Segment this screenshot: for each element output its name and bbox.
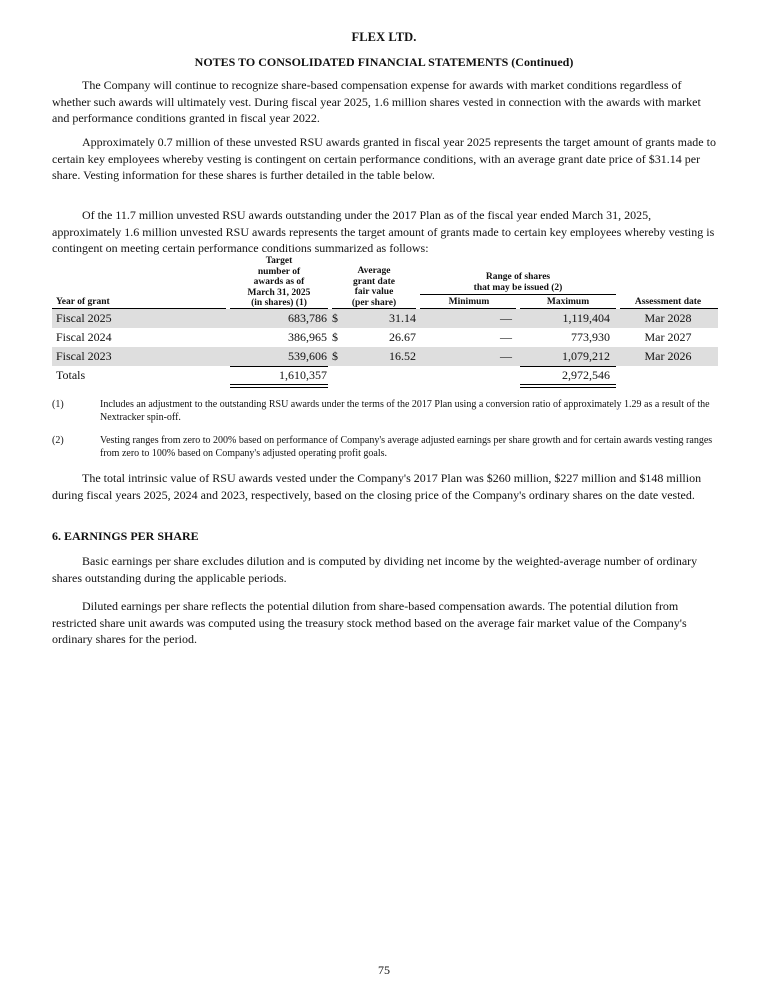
currency-cell: $ bbox=[332, 330, 338, 344]
paragraph-2017-plan-unvested: Of the 11.7 million unvested RSU awards outstanding under the 2017 Plan as of the fiscal year ended March 31, 2025, approximately 1.6 million unvested RSU awards represents the target amount of grants made to certain key employees whereby vesting is contingent on meeting certain performance conditions summarized as follows: bbox=[52, 208, 715, 255]
header-average-grant: Average grant date fair value (per share) bbox=[351, 266, 397, 308]
total-double-line bbox=[520, 387, 616, 388]
minimum-cell: — bbox=[500, 349, 512, 363]
target-cell: 539,606 bbox=[288, 349, 327, 363]
assessment-cell: Mar 2027 bbox=[644, 330, 692, 344]
header-year-of-grant: Year of grant bbox=[56, 297, 110, 307]
target-cell: 683,786 bbox=[288, 311, 327, 325]
total-double-line bbox=[230, 384, 328, 385]
table-row bbox=[52, 309, 718, 328]
table-totals-row bbox=[52, 366, 718, 385]
table-row bbox=[52, 328, 718, 347]
maximum-cell: 1,119,404 bbox=[562, 311, 610, 325]
year-cell: Fiscal 2024 bbox=[56, 330, 112, 344]
range-underline bbox=[420, 294, 616, 295]
average-cell: 26.67 bbox=[389, 330, 416, 344]
paragraph-basic-eps: Basic earnings per share excludes dilution and is computed by dividing net income by the weighted-average number of ordinary shares outstanding during the applicable periods. bbox=[52, 554, 698, 585]
currency-cell: $ bbox=[332, 311, 338, 325]
minimum-cell: — bbox=[500, 311, 512, 325]
header-maximum: Maximum bbox=[546, 297, 590, 307]
footnote-number: (2) bbox=[52, 435, 64, 446]
paragraph-diluted-eps: Diluted earnings per share reflects the potential dilution from share-based compensation awards. The potential dilution from restricted share unit awards was computed using the treasury stock method based on the average fair market value of the Company's ordinary shares for the period. bbox=[52, 599, 687, 646]
section-heading-earnings-per-share: 6. EARNINGS PER SHARE bbox=[52, 529, 199, 543]
performance-awards-table bbox=[52, 253, 718, 388]
notes-title: NOTES TO CONSOLIDATED FINANCIAL STATEMENTS (Continued) bbox=[194, 55, 574, 69]
header-assessment-date: Assessment date bbox=[634, 297, 702, 307]
maximum-cell: 1,079,212 bbox=[562, 349, 610, 363]
totals-target: 1,610,357 bbox=[279, 368, 327, 382]
minimum-cell: — bbox=[500, 330, 512, 344]
paragraph-market-conditions: The Company will continue to recognize share-based compensation expense for awards with market conditions regardless of whether such awards will ultimately vest. During fiscal year 2025, 1.6 million shares vested in connection with the awards with market and performance conditions granted in fiscal year 2022. bbox=[52, 78, 701, 125]
header-range-of-shares: Range of shares that may be issued (2) bbox=[473, 272, 563, 293]
footnote-text: Vesting ranges from zero to 200% based on performance of Company's average adjusted earnings per share growth and for certain awards vesting ranges from zero to 100% based on Company's adjusted operating profit goals. bbox=[100, 435, 713, 459]
page-number: 75 bbox=[378, 963, 390, 977]
totals-label: Totals bbox=[56, 368, 86, 382]
average-cell: 16.52 bbox=[389, 349, 416, 363]
footnote-number: (1) bbox=[52, 399, 64, 410]
target-cell: 386,965 bbox=[288, 330, 327, 344]
header-minimum: Minimum bbox=[448, 297, 490, 307]
total-double-line bbox=[520, 384, 616, 385]
company-name: FLEX LTD. bbox=[351, 30, 417, 44]
maximum-cell: 773,930 bbox=[571, 330, 610, 344]
total-double-line bbox=[230, 387, 328, 388]
totals-maximum: 2,972,546 bbox=[562, 368, 610, 382]
average-cell: 31.14 bbox=[389, 311, 416, 325]
assessment-cell: Mar 2028 bbox=[644, 311, 692, 325]
table-row bbox=[52, 347, 718, 366]
footnote-text: Includes an adjustment to the outstanding RSU awards under the terms of the 2017 Plan using a conversion ratio of approximately 1.29 as a result of the Nextracker spin-off. bbox=[100, 399, 710, 423]
paragraph-unvested-rsu-fy2025: Approximately 0.7 million of these unvested RSU awards granted in fiscal year 2025 represents the target amount of grants made to certain key employees whereby vesting is contingent on certain performance conditions, with an average grant date price of $31.14 per share. Vesting information for these shares is further detailed in the table below. bbox=[52, 135, 716, 182]
year-cell: Fiscal 2025 bbox=[56, 311, 112, 325]
year-cell: Fiscal 2023 bbox=[56, 349, 112, 363]
currency-cell: $ bbox=[332, 349, 338, 363]
header-target: Target number of awards as of March 31, 2025 (in shares) (1) bbox=[247, 256, 311, 308]
paragraph-intrinsic-value: The total intrinsic value of RSU awards vested under the Company's 2017 Plan was $260 million, $227 million and $148 million during fiscal years 2025, 2024 and 2023, respectively, based on the closing price of the Company's ordinary shares on the date vested. bbox=[52, 471, 702, 502]
assessment-cell: Mar 2026 bbox=[644, 349, 692, 363]
